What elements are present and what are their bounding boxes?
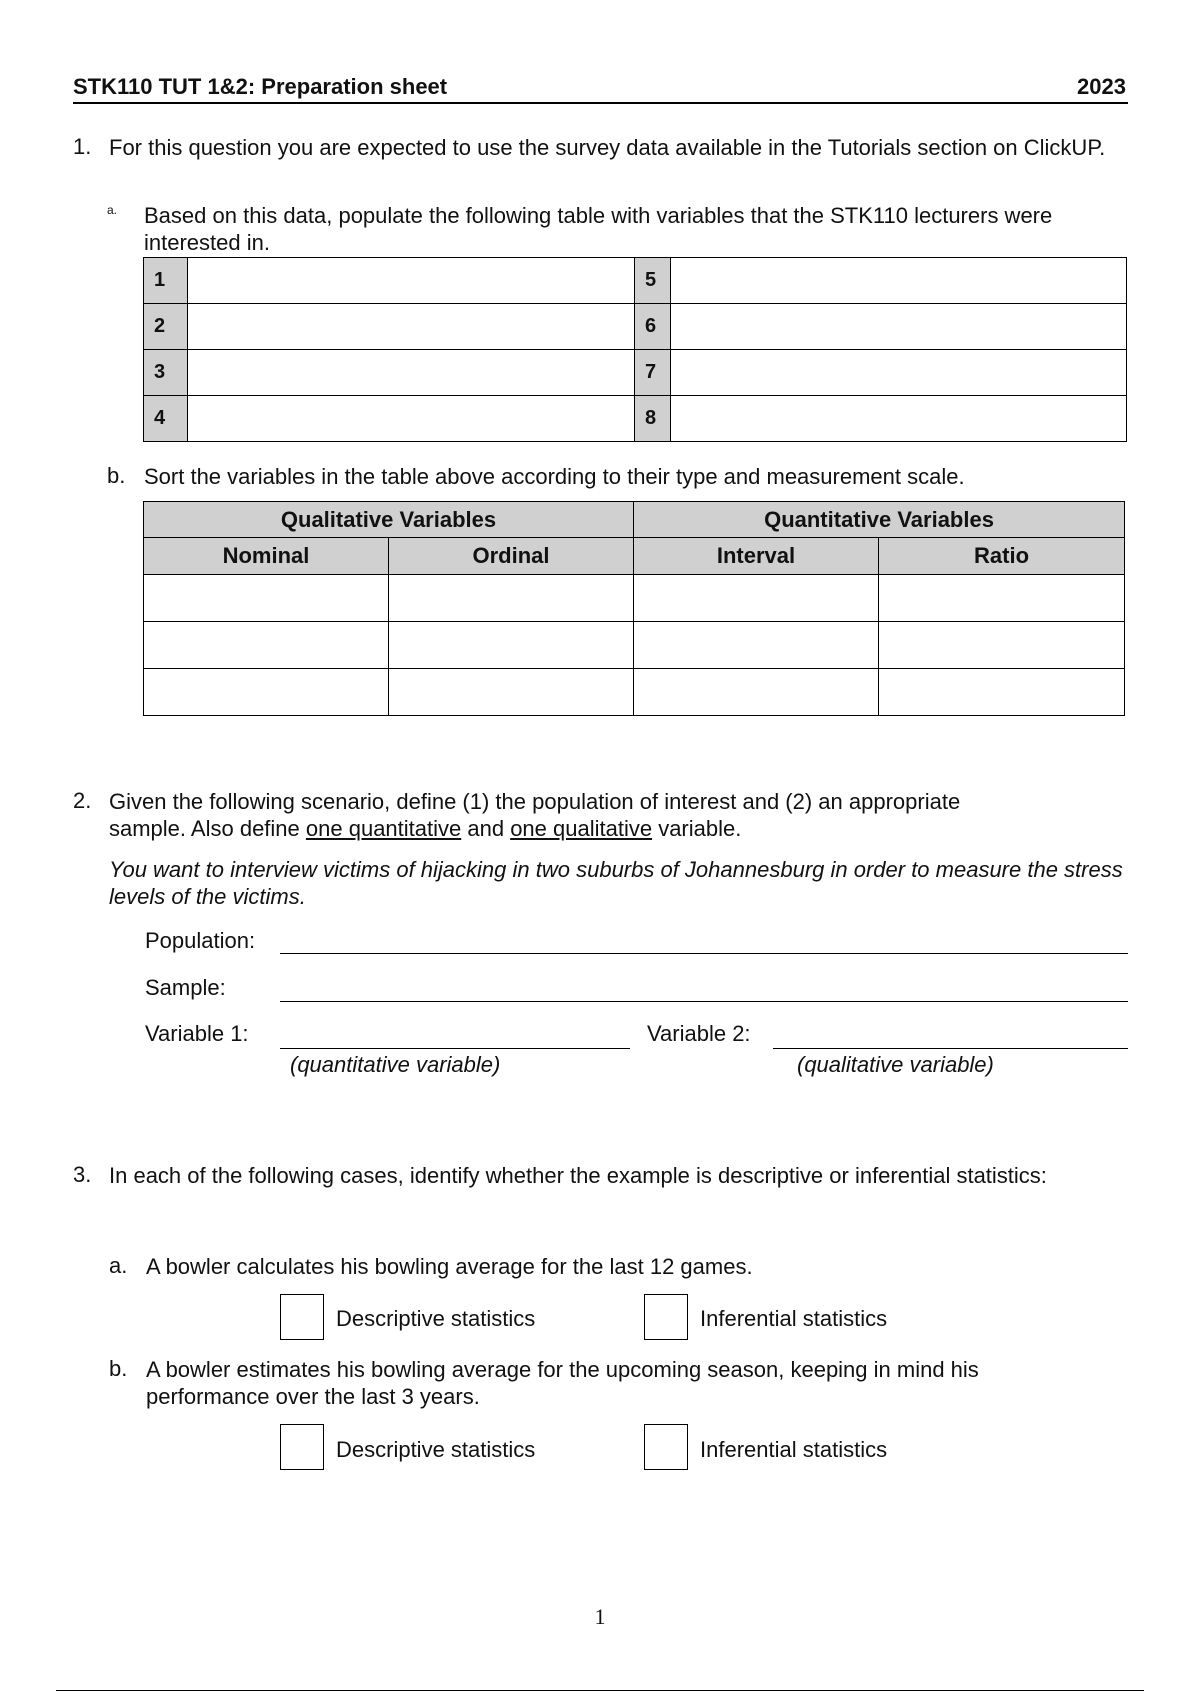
variable-entry-cell[interactable] (188, 350, 635, 396)
q2-line2-c: and (461, 816, 511, 841)
answer-cell[interactable] (634, 622, 879, 669)
classification-table (143, 501, 1125, 716)
page-number: 1 (594, 1604, 606, 1629)
q1a-marker: a. (107, 203, 118, 217)
variable-entry-cell[interactable] (671, 258, 1127, 304)
q2-line2-e: variable. (652, 816, 742, 841)
population-label: Population: (145, 928, 256, 953)
q3a-marker: a. (109, 1253, 128, 1278)
q3a-inferential-checkbox[interactable] (644, 1294, 688, 1340)
q3a-descriptive-checkbox[interactable] (280, 1294, 324, 1340)
variables-row (144, 258, 1127, 304)
row-number: 6 (635, 304, 671, 350)
variable1-hint: (quantitative variable) (290, 1052, 501, 1077)
variable2-hint: (qualitative variable) (797, 1052, 994, 1077)
variables-row (144, 396, 1127, 442)
answer-cell[interactable] (634, 669, 879, 716)
q3a-inferential-label: Inferential statistics (700, 1306, 888, 1331)
table-row (144, 669, 1125, 716)
variable1-answer-line[interactable] (280, 1048, 630, 1049)
ratio-header: Ratio (879, 538, 1125, 575)
row-number: 8 (635, 396, 671, 442)
sample-answer-line[interactable] (280, 1001, 1128, 1002)
variable2-answer-line[interactable] (773, 1048, 1128, 1049)
variable-entry-cell[interactable] (671, 350, 1127, 396)
answer-cell[interactable] (389, 622, 634, 669)
quantitative-header: Quantitative Variables (634, 502, 1125, 538)
variables-row (144, 304, 1127, 350)
q1-number: 1. (73, 134, 92, 159)
q3b-descriptive-label: Descriptive statistics (336, 1437, 536, 1462)
sample-label: Sample: (145, 975, 226, 1000)
q1a-text: Based on this data, populate the following table with variables that the STK110 lecturers were interested in. (144, 203, 1053, 255)
row-number: 4 (144, 396, 188, 442)
q1b-marker: b. (107, 463, 126, 488)
answer-cell[interactable] (144, 622, 389, 669)
qualitative-header: Qualitative Variables (144, 502, 634, 538)
variable-entry-cell[interactable] (188, 396, 635, 442)
q2-scenario: You want to interview victims of hijacking in two suburbs of Johannesburg in order to measure the stress levels of the victims. (109, 857, 1123, 909)
table-row (144, 622, 1125, 669)
q3-text: In each of the following cases, identify whether the example is descriptive or inferential statistics: (109, 1163, 1047, 1188)
document-title: STK110 TUT 1&2: Preparation sheet (73, 74, 448, 99)
answer-cell[interactable] (879, 575, 1125, 622)
q2-line1: Given the following scenario, define (1) the population of interest and (2) an appropriate (109, 789, 961, 814)
q2-number: 2. (73, 788, 92, 813)
q2-qualitative-underlined: one qualitative (510, 816, 653, 841)
nominal-header: Nominal (144, 538, 389, 575)
q2-quantitative-underlined: one quantitative (305, 816, 462, 841)
variable-entry-cell[interactable] (188, 304, 635, 350)
answer-cell[interactable] (389, 669, 634, 716)
variable1-label: Variable 1: (145, 1021, 249, 1046)
variable-entry-cell[interactable] (671, 304, 1127, 350)
q3b-descriptive-checkbox[interactable] (280, 1424, 324, 1470)
q3b-inferential-label: Inferential statistics (700, 1437, 888, 1462)
variable-entry-cell[interactable] (671, 396, 1127, 442)
answer-cell[interactable] (144, 575, 389, 622)
population-answer-line[interactable] (280, 953, 1128, 954)
table-row (144, 575, 1125, 622)
q3-number: 3. (73, 1162, 92, 1187)
interval-header: Interval (634, 538, 879, 575)
q1b-text: Sort the variables in the table above according to their type and measurement scale. (144, 464, 965, 489)
q2-line2-a: sample. Also define (109, 816, 306, 841)
q1-text: For this question you are expected to use the survey data available in the Tutorials section on ClickUP. (109, 135, 1106, 160)
row-number: 3 (144, 350, 188, 396)
q3b-marker: b. (109, 1356, 128, 1381)
ordinal-header: Ordinal (389, 538, 634, 575)
q3b-inferential-checkbox[interactable] (644, 1424, 688, 1470)
header-rule (73, 102, 1128, 104)
document-year: 2023 (1077, 74, 1126, 99)
q3a-descriptive-label: Descriptive statistics (336, 1306, 536, 1331)
row-number: 1 (144, 258, 188, 304)
variable2-label: Variable 2: (647, 1021, 751, 1046)
variable-entry-cell[interactable] (188, 258, 635, 304)
footer-rule (56, 1690, 1144, 1691)
q3b-text: A bowler estimates his bowling average for the upcoming season, keeping in mind his performance over the last 3 years. (146, 1357, 979, 1409)
answer-cell[interactable] (879, 669, 1125, 716)
q3a-text: A bowler calculates his bowling average for the last 12 games. (146, 1254, 753, 1279)
variables-row (144, 350, 1127, 396)
row-number: 2 (144, 304, 188, 350)
q2-line2 (109, 815, 1119, 842)
row-number: 5 (635, 258, 671, 304)
answer-cell[interactable] (389, 575, 634, 622)
variables-table (143, 257, 1127, 442)
answer-cell[interactable] (879, 622, 1125, 669)
answer-cell[interactable] (634, 575, 879, 622)
row-number: 7 (635, 350, 671, 396)
answer-cell[interactable] (144, 669, 389, 716)
